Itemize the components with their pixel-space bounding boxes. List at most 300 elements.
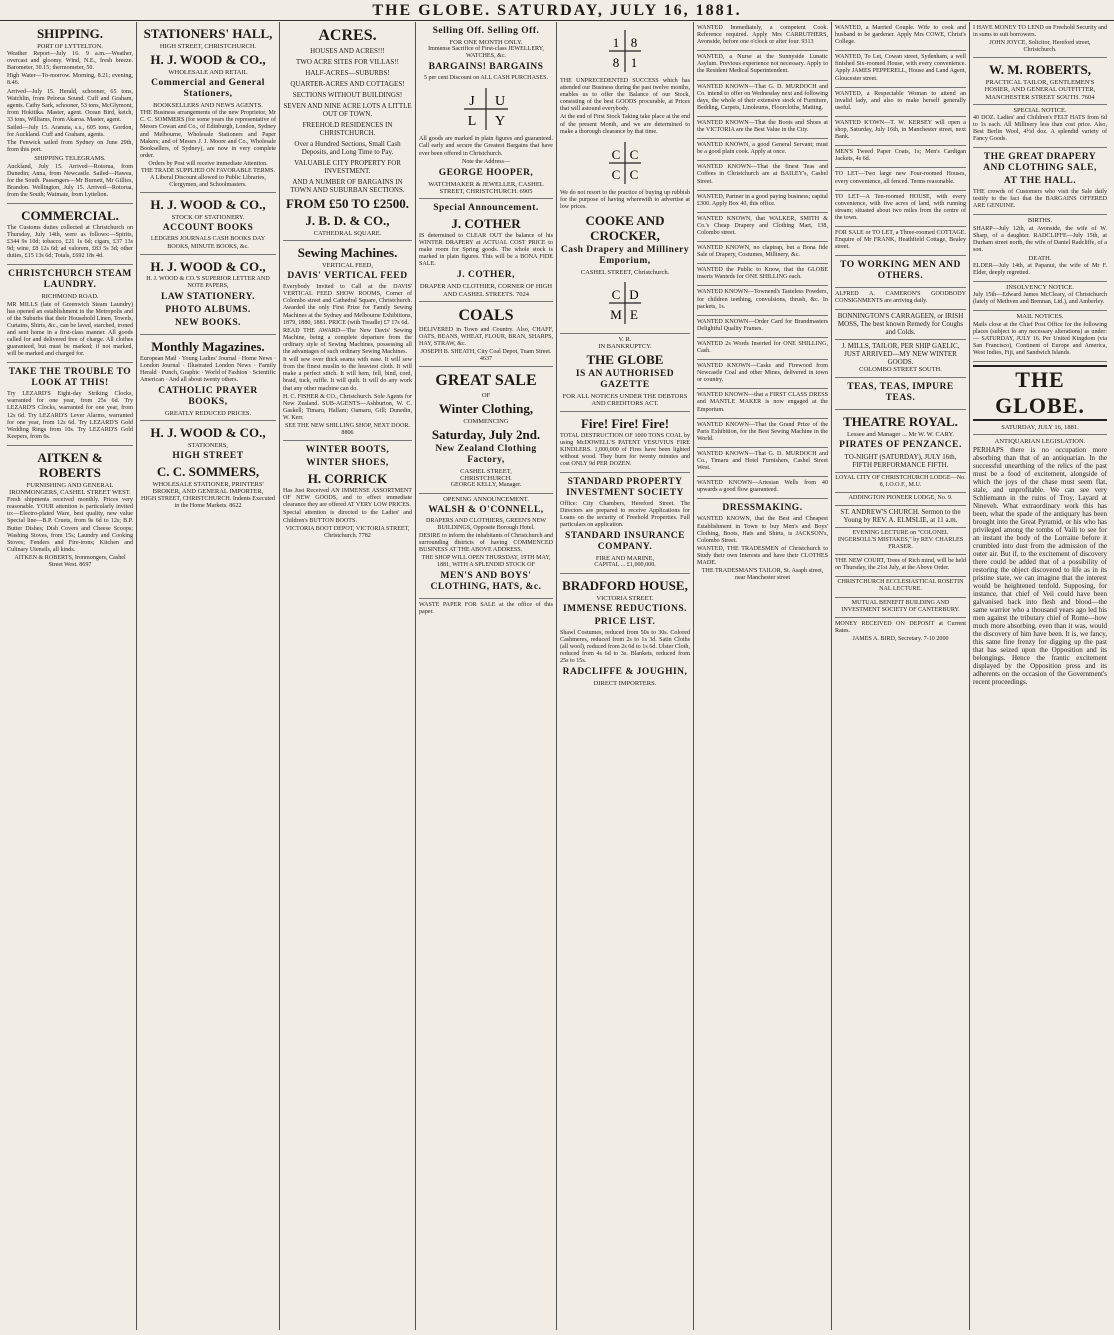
standard-ad (560, 473, 690, 574)
wanted-12 (697, 338, 828, 360)
notice-heading: TO WORKING MEN AND OTHERS. (840, 260, 961, 282)
notice-item: MONEY RECEIVED ON DEPOSIT at Current Rates. (835, 620, 966, 634)
hjwood-name: H. J. WOOD & CO., (150, 52, 266, 68)
svg-text:1: 1 (630, 55, 638, 70)
mens-clothing: MEN'S AND BOYS' CLOTHING, HATS, &c. (430, 571, 542, 593)
roberts-ad (973, 58, 1107, 104)
note-address: Note the Address— (461, 158, 511, 165)
death-text: ELDER—July 14th, at Papanui, the wife of Mr F. Elder, deeply regretted. (973, 262, 1107, 277)
dressmaking-ad (697, 499, 828, 585)
svg-text:1: 1 (612, 35, 620, 50)
svg-text:C: C (629, 146, 639, 162)
notice-20 (835, 528, 966, 555)
price-list: PRICE LIST. (594, 616, 656, 627)
tonight: TO-NIGHT (SATURDAY), JULY 16th, FIFTH PERFORMANCE FIFTH. (844, 452, 957, 469)
port-heading: PORT OF LYTTELTON. (37, 43, 103, 50)
sewing-ad (283, 241, 412, 441)
wanted-16 (697, 448, 828, 477)
great-drapery: THE GREAT DRAPERY AND CLOTHING SALE, (983, 152, 1097, 174)
wanted-item: WANTED KNOWN—Artesian Wells from 40 upwards a good flow guaranteed. (697, 480, 828, 494)
cashel-street: CASHEL STREET, (460, 468, 512, 476)
wanted-item: WANTED KNOWN—That G. D. MURDOCH and Co., Timaru and Hotel Furnishers, Cashel Street West. (697, 450, 828, 472)
walsh-drapers: DRAPERS AND CLOTHIERS, GREEN'S NEW BUILDINGS, Opposite Borough Hotel. (425, 517, 547, 531)
theatre-ad (835, 410, 966, 473)
notice-item: LOYAL CITY OF CHRISTCHURCH LODGE—No. 8, I.O.O.F., M.U. (835, 474, 966, 488)
sommers-name: C. C. SOMMERS, (156, 464, 260, 480)
arrived-list: Arrived—July 15. Herald, schooner, 65 tons, Watchlin, from Pelorus Sound. Cuff and Graham, agents. Cathy Sark, schooner, 53 tons, McGlymont, from Hokitika. Master, agent. Ocean Bird, ketch, 33 tons, Williams, from Akaroa. Master, agent. (7, 88, 133, 123)
notice-item: ST. ANDREW'S CHURCH. Sermon to the Young by REV. A. ELMSLIE, at 11 a.m. (840, 507, 961, 524)
high-street: HIGH STREET (172, 451, 244, 462)
superior-papers: H. J. WOOD & CO.'S SUPERIOR LETTER AND NOTE PAPERS, (146, 275, 270, 289)
j-ly-monogram-icon (595, 28, 655, 74)
cooke-sub: Cash Drapery and Millinery Emporium, (560, 245, 690, 267)
cother-ad (419, 199, 553, 302)
lezard-text: Try LEZARD'S Eight-day Striking Clocks, warranted for one year, from 25s 6d. Try LEZARD'S Clocks, warranted for one year, from 12s 6d. Try LEZARD'S Lever Alarms, warranted for one year, from 12s 6d. Try LEZARD'S Gold Wedding Rings from 10s. Try LEZARD'S Gold Keepers, from 6s. (7, 391, 133, 440)
account-books: ACCOUNT BOOKS (162, 223, 254, 234)
svg-text:D: D (629, 287, 639, 303)
svg-text:8: 8 (630, 35, 638, 50)
standard-title: STANDARD PROPERTY INVESTMENT SOCIETY (566, 476, 684, 498)
fire-title: Fire! Fire! Fire! (580, 415, 670, 431)
notice-item: EVENING LECTURE on "COLONEL INGERSOLL'S MISTAKES," by REV. CHARLES FRASER. (837, 529, 964, 551)
notice-19 (835, 506, 966, 528)
svg-text:C: C (611, 146, 621, 162)
aitken-sign: AITKEN & ROBERTS, Ironmongers, Cashel Street West. 8697 (14, 554, 126, 568)
cother-text: IS determined to CLEAR OUT the balance of his WINTER DRAPERY at ACTUAL COST PRICE to make room for Spring goods. The whole stock is marked in plain figures. This will be a BONA FIDE SALE. (419, 232, 553, 268)
notice-13 (835, 378, 966, 410)
wanted-item: WANTED KNOWN—That G. D. MURDOCH and Co. intend to offer on Wednesday next and following days, the whole of their extensive stock of Furniture, Bedding, Carpets, Linoleums, Floorcloths, Matting. (697, 83, 828, 111)
notice-item: ALFRED A. CAMERON'S GOODBODY CONSIGNMENTS are arriving daily. (835, 291, 966, 305)
acres-line-4: QUARTER-ACRES AND COTTAGES! (290, 80, 405, 88)
papers-ad (140, 255, 276, 335)
cathedral-square: CATHEDRAL SQUARE. (313, 230, 382, 237)
bradford-house: BRADFORD HOUSE, (562, 577, 688, 593)
aitken-text: Fresh shipments received monthly. Prices very reasonable. YOUR attention is particularly invited to:—Electro-plated Ware, best quality, new value Special line—B.P. Cruets, from 9s 6d to 12s; B.P. Butter Dishes; Dish Covers and Cheese Scoops; Washing Stoves, from 15s; Laundry and Cooking Stoves; Fenders and Fire-irons; Kitchen and Culinary Utensils, all kinds. (7, 497, 133, 553)
cother-name-2: J. COTHER, (456, 270, 516, 281)
kelly-manager: GEORGE KELLY, Manager. (450, 482, 522, 489)
hjwood-name-3: H. J. WOOD & CO., (150, 258, 266, 274)
dm-monogram-icon (595, 280, 655, 326)
notice-item: WANTED, To Let, Cowan street, Sydenham, a well finished Six-roomed House, with every convenience. Apply JAMES PEPPERELL, House and Land Agent, Gloucester street. (835, 54, 967, 82)
wanted-item: WANTED KNOWN—Townend's Tasteless Powders, for children teething, convulsions, thrush, &c. In packets, 1s. (697, 289, 828, 310)
notice-21 (835, 555, 966, 577)
immense-reductions: IMMENSE REDUCTIONS. (562, 603, 688, 614)
notice-4 (835, 117, 966, 146)
laundry-ad (7, 265, 133, 363)
notice-2 (835, 51, 966, 87)
coals-title: COALS (458, 306, 514, 324)
wanted-11 (697, 316, 828, 338)
photo-albums: PHOTO ALBUMS. (165, 304, 251, 315)
wanted-item: WANTED KNOWN—That the Boots and Shoes at the VICTORIA are the Best Value in the City. (697, 119, 828, 134)
standard-text: Office: City Chambers, Hereford Street. The Directors are prepared to receive Applications for Loans on the security of Freehold Properties. Full particulars on application. (560, 500, 690, 529)
victoria-depot: VICTORIA BOOT DEPOT, VICTORIA STREET, Christchurch. 7782 (285, 525, 410, 539)
wanted-item: WANTED KNOWN—That the finest Teas and Coffees in Christchurch are at BAILEY's, Cashel Street. (697, 164, 828, 185)
insolvency-title: INSOLVENCY NOTICE. (1006, 284, 1074, 292)
walsh-desire: DESIRE to inform the inhabitants of Christchurch and surrounding districts of having COMMENCED BUSINESS AT THE ABOVE ADDRESS. (419, 532, 553, 553)
svg-text:U: U (494, 94, 506, 110)
bargains: BARGAINS! BARGAINS (428, 62, 544, 73)
stock-stationery: STOCK OF STATIONERY. (171, 214, 245, 222)
wanted-1 (697, 51, 828, 80)
special-notice-ad (973, 105, 1107, 148)
shop-open: THE SHOP WILL OPEN THURSDAY, 19TH MAY, 1881, WITH A SPLENDID STOCK OF (421, 555, 551, 569)
wanted-item: WANTED, a Nurse at the Sunnyside Lunatic Asylum. Previous experience not necessary. Apply to the Resident Medical Superintendent. (697, 54, 828, 75)
death-title: DEATH. (1028, 254, 1052, 262)
notice-item: WANTED, a Respectable Woman to attend an invalid lady, and also to make herself generally useful. (835, 90, 966, 111)
hjwood-name-2: H. J. WOOD & CO., (150, 197, 266, 213)
shipping-section (7, 22, 133, 204)
liberal-discount: A Liberal Discount allowed to Public Libraries, Clergymen, and Schoolmasters. (150, 175, 266, 189)
commercial-general: Commercial and General Stationers, (151, 78, 265, 100)
wanted-item: WANTED 2s Words Inserted for ONE SHILLING, Cash. (697, 340, 828, 354)
ju-ly-monogram (456, 86, 516, 132)
ledgers: LEDGERS JOURNALS CASH BOOKS DAY BOOKS, MINUTE BOOKS, &c. (150, 236, 266, 250)
fire-text: TOTAL DESTRUCTION OF 1000 TONS COAL by using McDOWELL'S PATENT VESUVIUS FIRE KINDLERS. 1,000,000 of Fires have been lighted without wood. They burn for twenty minutes and cost ONLY 9d PER DOZEN. (560, 432, 690, 467)
notice-12 (835, 340, 966, 377)
great-sale-ad (419, 367, 553, 493)
notice-item: BONNINGTON'S CARRAGEEN, or IRISH MOSS, The best known Remedy for Coughs and Colds. (837, 312, 964, 337)
notice-item: TO LET—Two large new Four-roomed Houses, every convenience, all fenced. Terms reasonable. (835, 171, 966, 185)
j-ly-monogram (595, 28, 655, 74)
hooper-ad (419, 22, 553, 199)
walsh-ad (419, 494, 553, 600)
fisher-text: H. C. FISHER & CO., Christchurch. Sole Agents for New Zealand. SUB-AGENTS—Ashburton, W. C. Gaskell; Timaru, Hallam; Oamaru, Gill; Dunedin, W. Kerr. (283, 393, 412, 421)
lezard-title: TAKE THE TROUBLE TO LOOK AT THIS! (8, 367, 132, 389)
unprecedented: THE UNPRECEDENTED SUCCESS which has attended our Business during the past twelve months, enables us to offer the Balance of our Stock, consisting of the best GOODS procurable, at Prices that will astound everybody. (560, 78, 690, 113)
jewellery: Immense Sacrifice of First-class JEWELLERY, WATCHES, &c. (428, 46, 544, 60)
notice-22 (835, 577, 966, 597)
acres-line-5: SECTIONS WITHOUT BUILDINGS! (292, 91, 403, 99)
catholic-books: CATHOLIC PRAYER BOOKS, (158, 386, 258, 408)
magazines-list: European Mail · Young Ladies' Journal · Home News · London Journal · Illustrated London News · Family Herald · Punch, Graphic · World of Fashion · Scientific American · And all about twenty others. (140, 355, 276, 384)
hjwood-name-4: H. J. WOOD & CO., (150, 425, 266, 441)
sommers-printers: WHOLESALE STATIONER, PRINTERS' BROKER, AND GENERAL IMPORTER, (152, 481, 264, 496)
masthead: THE GLOBE. SATURDAY, JULY 16, 1881. (0, 2, 1114, 21)
special-announcement: Special Announcement. (433, 202, 539, 213)
commercial-section (7, 204, 133, 265)
crowds-text: THE crowds of Customers who visit the Sale daily testify to the fact that the BARGAINS OFFERED ARE GENUINE. (973, 189, 1107, 210)
svg-text:8: 8 (612, 55, 620, 70)
one-month: FOR ONE MONTH ONLY. (449, 39, 523, 46)
booksellers: BOOKSELLERS AND NEWS AGENTS. (153, 102, 263, 110)
notice-18 (835, 493, 966, 506)
notice-8 (835, 227, 966, 256)
wanted-item: WANTED, THE TRADESMEN of Christchurch to Study their own Interests and have their CLOTHES MADE. (697, 545, 828, 566)
roberts-name: W. M. ROBERTS, (988, 62, 1091, 78)
commercial-text: The Customs duties collected at Christchurch on Thursday, July 14th, were as follows:—Spirits, £344 9s 10d; tobacco, £21 1s 6d; cigars, £37 13s 9d; wine, £8 12s 6d; ad valorem, £83 5s 3d; other duties, £15 13s 6d; Totals, £692 18s 4d. (7, 224, 133, 260)
wanted-14 (697, 389, 828, 418)
cooke-address: CASHEL STREET, Christchurch. (580, 269, 670, 277)
walsh-name: WALSH & O'CONNELL, (428, 504, 544, 515)
dressmaking-title: DRESSMAKING. (722, 503, 803, 514)
we-do-not: We do not resort to the practice of buying up rubbish for the purpose of having wherewith to advertise at low prices. (560, 189, 690, 210)
notice-5 (835, 146, 966, 168)
stationers-ad (140, 22, 276, 193)
editorial-title: ANTIQUARIAN LEGISLATION. (994, 438, 1086, 446)
joyce-sign: JOHN JOYCE, Solicitor, Hereford street, Christchurch. (989, 40, 1091, 54)
cother-name: J. COTHER (451, 215, 521, 231)
column-6 (694, 22, 832, 1330)
wholesale-retail: WHOLESALE AND RETAIL (168, 69, 248, 77)
svg-text:E: E (630, 307, 638, 323)
wanted-item: WANTED KNOWN—that a FIRST CLASS DRESS and MANTLE MAKER is now engaged at the Emporium. (697, 392, 828, 413)
notices-act: FOR ALL NOTICES UNDER THE DEBTORS AND CREDITORS ACT. (562, 393, 688, 408)
wanted-intro (697, 22, 828, 51)
wanted-10 (697, 286, 828, 315)
column-1 (4, 22, 137, 1330)
wanted-8 (697, 242, 828, 264)
roberts-sub: PRACTICAL TAILOR, GENTLEMEN'S HOSIER, AND GENERAL OUTFITTER, MANCHESTER STREET SOUTH. 7604 (984, 79, 1096, 101)
weather-report: Weather Report—July 16. 9 a.m.—Weather, overcast and gloomy. Wind, N.E., fresh breeze. Barometer, 30.15; thermometer, 50. (7, 51, 133, 72)
money-ad (973, 22, 1107, 58)
bradford-ad (560, 574, 690, 691)
acres-line-9: VALUABLE CITY PROPERTY FOR INVESTMENT. (294, 159, 401, 175)
svg-text:Y: Y (494, 114, 506, 130)
wanted-item: WANTED KNOWN, no claptrap, but a Bona fide Sale of Drapery, Costumes, Millinery, &c. (697, 245, 828, 259)
of-label: OF (481, 392, 491, 400)
aitken-ad (7, 446, 133, 572)
sheath-sign: JOSEPH B. SHEATH, City Coal Depot, Tuam Street. 4637 (420, 348, 552, 362)
notice-24 (835, 618, 966, 646)
dm-monogram (595, 280, 655, 326)
wanted-3 (697, 117, 828, 139)
column-7 (832, 22, 970, 1330)
births-text: SHARP—July 12th, at Avonside, the wife of W. Sharp, of a daughter. RADCLIFFE—July 15th, at Durham street north, the wife of Daniel Radcliffe, of a son. (973, 225, 1107, 253)
notice-23 (835, 598, 966, 618)
svg-text:C: C (629, 166, 639, 182)
wanted-13 (697, 360, 828, 389)
sommers-ad (140, 421, 276, 512)
wanted-item: WANTED the Public to Know, that the GLOBE inserts Wanteds for ONE SHILLING each. (697, 267, 828, 281)
colombo-south: COLOMBO STREET SOUTH. (859, 366, 942, 374)
wanted-7 (697, 213, 828, 242)
wanted-6 (697, 191, 828, 213)
davis-text: Everybody Invited to Call at the DAVIS' VERTICAL FEED SHOW ROOMS, Corner of Colombo street and Cathedral Square, Christchurch. Awarded the only First Prize for Family Sewing Machines at the Sydney and Melbourne Exhibitions, 1879, 1880, 1881. PRICE (with Treadle) £7 17s 6d. (283, 284, 412, 326)
aitken-sub: FURNISHING AND GENERAL IRONMONGERS, CASHEL STREET WEST. (9, 481, 131, 497)
notice-item: MEN'S Tweed Paper Coats, 1s; Men's Cardigan Jackets, 4s 6d. (835, 149, 966, 163)
theatre-royal: THEATRE ROYAL. (843, 413, 958, 429)
corrick-text: Has Just Received AN IMMENSE ASSORTMENT OF NEW GOODS, and to effect immediate clearance they are offered AT VERY LOW PRICES. (283, 488, 412, 509)
waste-paper: WASTE PAPER FOR SALE at the office of this paper. (419, 602, 553, 616)
acres-title: ACRES. (318, 27, 377, 44)
notice-item: MUTUAL BENEFIT BUILDING AND INVESTMENT SOCIETY OF CANTERBURY. (841, 599, 960, 613)
mail-title: MAIL NOTICES. (1016, 313, 1064, 321)
law-stationery: LAW STATIONERY. (161, 291, 255, 302)
notice-9 (835, 256, 966, 288)
notice-17 (835, 473, 966, 493)
wanted-item: WANTED KNOWN—Casks and Firewood from Newcastle Coal and other Mines, delivered in town or country. (697, 363, 828, 384)
felt-hats: 40 DOZ. Ladies' and Children's FELT HATS from 6d to 1s each. All Millinery less than cost price. Also, Best Berlin Wool, 4½d doz. A splendid variety of Fancy Goods. (973, 114, 1107, 143)
acres-price: FROM £50 TO £2500. (285, 196, 410, 211)
notice-item: WANTED, a Married Couple. Wife to cook and husband to be gardener. Apply Mrs COWE, Christ's College. (835, 25, 966, 46)
wanted-item: WANTED KNOWN, a good General Servant; must be a good plain cook. Apply at once. (697, 142, 828, 156)
vr: V. R. (618, 336, 632, 344)
opening: OPENING ANNOUNCEMENT. (443, 495, 529, 503)
authorised-gazette: IS AN AUTHORISED GAZETTE (575, 369, 675, 391)
insolvency-text: July 15th—Edward James McCleary, of Christchurch (lately of Methven and Brennan, Ltd.), and Amberley. (973, 292, 1107, 306)
bankruptcy: IN BANKRUPTCY. (598, 343, 652, 351)
births-title: BIRTHS. (1027, 217, 1053, 225)
nz-factory: New Zealand Clothing Factory, (435, 444, 537, 466)
commercial-title: COMMERCIAL. (21, 207, 119, 223)
expected-note: The Fenwick sailed from Sydney on June 29th, from this port. (7, 140, 133, 154)
discount: 5 per cent Discount on ALL CASH PURCHASES. (423, 75, 549, 82)
see-new-shop: SEE THE NEW SHILLING SHOP, NEXT DOOR. 8806 (285, 422, 410, 437)
svg-text:J: J (469, 94, 475, 110)
column-3 (280, 22, 416, 1330)
coals-text: DELIVERED in Town and Country. Also, CHAFF, OATS, BEANS, WHEAT, FLOUR, BRAN, SHARPS, HAY, STRAW, &c. (419, 326, 553, 347)
great-sale: GREAT SALE (435, 372, 537, 390)
fire-marine: FIRE AND MARINE, (595, 555, 655, 563)
coals-ad (419, 302, 553, 367)
notice-item: ADDINGTON PIONEER LODGE, No. 9. (848, 494, 953, 501)
warranty-text: It will sew over thick seams with ease. It will sew from the finest muslin to the heaviest cloth. It will make a perfect stitch. It will hem, fell, bind, cord, braid, tuck, ruffle. It will quilt. It will do any work that any other machine can do. (283, 357, 412, 392)
editorial-text: PERHAPS there is no occupation more absorbing than that of an antiquarian. In the successful unearthing of the relics of the past must be a food of excitement, alongside of which the joys of the chase must seem flat, stale, and unprofitable. We can see very Schliemann in the ruins of Troy, Layard at Nineveh. What extraordinary work this has been, what the spade of the antiquary has been brought into the Great Pyramid, or his who has privileged among the tombs of Vaili to see for an instant the body of the Lorraine before it crumbled into dust from the admission of the outer air. But if, to the excitement of discovery there could be added that of a possibility of restoring the object discovered to life as in its pristine state, we can imagine that the interest would be heightened tenfold. Supposing, for instance, that chief of Veii could have been galvanised back into flesh and blood—the same warrior who a thousand years ago led his men against the tributary chief of Rome—how much more absorbing, even than it was, would the discovery of him have been. It is, we fancy, this same fine frenzy for digging up the past that has seized upon the Opposition and its belongings. Hence the frantic excitement displayed by the Opposition press and its adherents on the occasion of the Government's recent proceedings. (973, 446, 1107, 687)
notice-7 (835, 191, 966, 227)
christchurch: CHRISTCHURCH. (460, 475, 512, 483)
column-4 (416, 22, 557, 1330)
svg-text:M: M (610, 307, 622, 323)
notice-1 (835, 22, 966, 51)
the-globe-title: THE GLOBE. (973, 365, 1107, 421)
sailed-list: Sailed—July 15. Aranuia, s.s., 605 tons, Gordon, for Auckland. Cuff and Graham, agents. (7, 125, 133, 139)
corrick-name: H. CORRICK (307, 471, 388, 487)
births-section (973, 215, 1107, 282)
stationers-2: STATIONERS, (187, 442, 229, 450)
wanted-5 (697, 161, 828, 190)
cooke-ad (560, 22, 690, 334)
business-text: THE Business arrangements of the new Proprietor, Mr C. C. SOMMERS (for some years the representative of Messrs Cowan and Co., of Edinburgh, London, Sydney and Melbourne, Wholesale Stationers and Paper Makers; and of Messrs J. J. Moore and Co., Wholesale Booksellers, of Sydney), are now in very complete order. (140, 110, 276, 159)
notice-item: THE NEW COURT, Trees of Rich mind, will be held on Thursday, the 21st July, at the Above Order. (835, 558, 966, 572)
notice-10 (835, 288, 966, 310)
acres-line-1: HOUSES AND ACRES!!! (310, 47, 385, 55)
trade-supplied: THE TRADE SUPPLIED ON FAVORABLE TERMS. (141, 168, 275, 175)
winter-boots: WINTER BOOTS, (305, 445, 390, 456)
jbd-name: J. B. D. & CO., (305, 213, 390, 228)
laundry-text: MR MILLS (late of Greenwich Steam Laundry) has opened an establishment in the Metropolis and of the Suburbs that their Household Linen, Towels, Curtains, Shirts, &c., can be laved, starched, ironed and sent home in a first-class manner. All goods called for and delivered free of charge. All clothes guaranteed, but must be marked; if not marked, will be marked and charged for. (7, 301, 133, 358)
new-books: NEW BOOKS. (174, 317, 242, 328)
wanted-item: WANTED KNOWN—Order Card for Brandmasters Delightful Quality Frames. (697, 318, 828, 332)
column-8 (970, 22, 1110, 1330)
hooper-sub: WATCHMAKER & JEWELLER, CASHEL STREET, CHRISTCHURCH. 6905 (428, 180, 544, 195)
columns (4, 22, 1110, 1330)
fire-ad (560, 412, 690, 473)
price-items: Shawl Costumes, reduced from 50s to 30s. Colored Cashmeres, reduced from 2s to 1s 3d. Satin Cloths (all wool), reduced from 2s 6d to 1s 6d. Ulster Cloth, reduced from 4s 6d to 3s. Blankets, reduced from 25s to 15s. (560, 629, 690, 664)
capital: CAPITAL ... £1,000,000. (594, 562, 656, 569)
winter-clothing: Winter Clothing, (438, 401, 534, 417)
direct-importers: DIRECT IMPORTERS. (593, 680, 657, 688)
shipping-title: SHIPPING. (36, 26, 104, 41)
laundry-sub: RICHMOND ROAD. (41, 293, 99, 301)
saturday-date: Saturday, July 2nd. (431, 427, 541, 443)
cc-monogram-icon (595, 140, 655, 186)
column-2 (137, 22, 280, 1330)
greatly-reduced: GREATLY REDUCED PRICES. (164, 410, 252, 418)
wanted-item: WANTED, Partner in a good paying business; capital £300. Apply Box 40, this office. (697, 193, 828, 207)
notice-item: WANTED K'OWN—T. W. KERSEY will open a shop, Saturday, July 16th, in Manchester street, next Bank. (835, 119, 966, 141)
stock-ad (140, 193, 276, 254)
acres-line-8: Over a Hundred Sections, Small Cash Deposits, and Long Time to Pay. (294, 140, 401, 156)
award-text: READ THE AWARD—The New Davis' Sewing Machine, being a complete departure from the ordinary style of Sewing Machines, possessing all the advantages of such ordinary Sewing Machines. (283, 327, 412, 356)
notice-11 (835, 310, 966, 340)
lecture-sign: JAMES A. BIRD, Secretary. 7-10 2000 (852, 635, 949, 642)
notice-item: J. MILLS, TAILOR, PER SHIP GAELIC, JUST ARRIVED—MY NEW WINTER GOODS. (841, 342, 960, 367)
orders-post: Orders by Post will receive immediate Attention. (148, 160, 268, 167)
ju-ly-monogram-icon (456, 86, 516, 132)
corrick-ad (283, 441, 412, 543)
acres-line-2: TWO ACRE SITES FOR VILLAS!! (296, 58, 399, 66)
wanted-17 (697, 477, 828, 499)
selling-off: Selling Off. Selling Off. (432, 26, 540, 36)
notice-item: FOR SALE or TO LET, a Three-roomed COTTAGE. Enquire of Mr FRANK, Heathfield Cottage, Bealey street. (835, 229, 966, 251)
vertical-feed: VERTICAL FEED, (321, 262, 373, 270)
column-5 (557, 22, 694, 1330)
sommers-indents: HIGH STREET, CHRISTCHURCH. Indents Executed in the Home Markets. 8622 (141, 495, 275, 509)
first-stock: At the end of First Stock Taking take place at the end of the present Month, and we are determined to make a thorough clearance by that time. (560, 114, 690, 135)
wanted-15 (697, 419, 828, 448)
high-water: High Water—To-morrow. Morning, 8.21; evening, 8.46. (7, 73, 133, 87)
svg-text:L: L (467, 114, 477, 130)
svg-text:C: C (611, 166, 621, 182)
hooper-name: GEORGE HOOPER, (438, 167, 534, 178)
notice-item: TO LET—A Ten-roomed HOUSE, with every convenience, with five acres of land, with running stream; situated about two miles from the centre of the town. (835, 193, 966, 221)
commencing: COMMENCING (463, 418, 509, 426)
insurance-title: STANDARD INSURANCE COMPANY. (565, 531, 685, 553)
cooke-name: COOKE AND CROCKER, (585, 213, 665, 244)
magazines-ad (140, 335, 276, 421)
laundry-title: CHRISTCHURCH STEAM LAUNDRY. (8, 269, 132, 291)
drapery-sale-ad (973, 148, 1107, 215)
stationers-address: HIGH STREET, CHRISTCHURCH. (159, 43, 257, 50)
acres-line-10: AND A NUMBER OF BARGAINS IN TOWN AND SUBURBAN SECTIONS. (290, 178, 405, 194)
wanted-item: WANTED KNOWN—That the Grand Prize of the Paris Exhibition, for the Best Sewing Machine in the World. (697, 421, 828, 442)
notice-item: CHRISTCHURCH ECCLESIASTICAL ROSETIN NAL LECTURE. (837, 579, 964, 593)
acres-ad (283, 22, 412, 241)
notice-3 (835, 88, 966, 117)
wanted-4 (697, 139, 828, 161)
goods-plain: All goods are marked in plain figures and guaranteed. Call early and secure the Greatest Bargains that have ever been offered in Christchurch. (419, 136, 553, 157)
notice-6 (835, 168, 966, 190)
davis-title: DAVIS' VERTICAL FEED (287, 271, 408, 282)
theatre-lessee: Lessee and Manager ... Mr W. W. CARY. (847, 430, 954, 438)
aitken-title: AITKEN & ROBERTS (37, 449, 103, 480)
cc-monogram (595, 140, 655, 186)
wanted-9 (697, 264, 828, 286)
shipping-telegrams-title: SHIPPING TELEGRAMS. (34, 155, 106, 163)
acres-line-6: SEVEN AND NINE ACRE LOTS A LITTLE OUT OF TOWN. (283, 102, 412, 118)
at-the-hall: AT THE HALL. (1003, 176, 1077, 187)
tradesman-tailor: THE TRADESMAN'S TAILOR, St. Asaph street, near Manchester street (701, 568, 824, 582)
cother-sub: DRAPER AND CLOTHIER, CORNER OF HIGH AND CASHEL STREETS. 7024 (419, 283, 553, 298)
winter-shoes: WINTER SHOES, (306, 458, 389, 469)
wanted-cook: WANTED Immediately, a competent Cook. Reference required. Apply Mrs CARRUTHERS, Avonside, before one o'clock or after four. 9313 (697, 25, 828, 46)
lezard-ad (7, 363, 133, 446)
money-text: I HAVE MONEY TO LEND on Freehold Security and in sums to suit borrowers. (973, 25, 1107, 39)
svg-text:C: C (611, 287, 621, 303)
insolvency-section (973, 282, 1107, 311)
wanted-2 (697, 81, 828, 117)
monthly-magazines: Monthly Magazines. (151, 338, 265, 354)
mail-text: Mails close at the Chief Post Office for the following places (subject to any necessary alterations) as under:— SATURDAY, JULY 16. Per United Kingdom (via San Francisco), Continent of Europe and America, West Indies, Fiji, and Sandwich Islands. (973, 321, 1107, 356)
corrick-special: Special attention is directed to the Ladies' and Children's BUTTON BOOTS. (283, 510, 412, 524)
mail-section (973, 311, 1107, 362)
notice-heading: TEAS, TEAS, IMPURE TEAS. (847, 381, 954, 403)
sewing-title: Sewing Machines. (297, 245, 398, 261)
bradford-address: VICTORIA STREET. (596, 594, 654, 602)
wanted-item: WANTED KNOWN, that WALKER, SMITH & Co.'s Cheap Drapery and Clothing Mart, 138, Colombo street. (697, 215, 828, 236)
stationers-hall: STATIONERS' HALL, (143, 26, 273, 41)
